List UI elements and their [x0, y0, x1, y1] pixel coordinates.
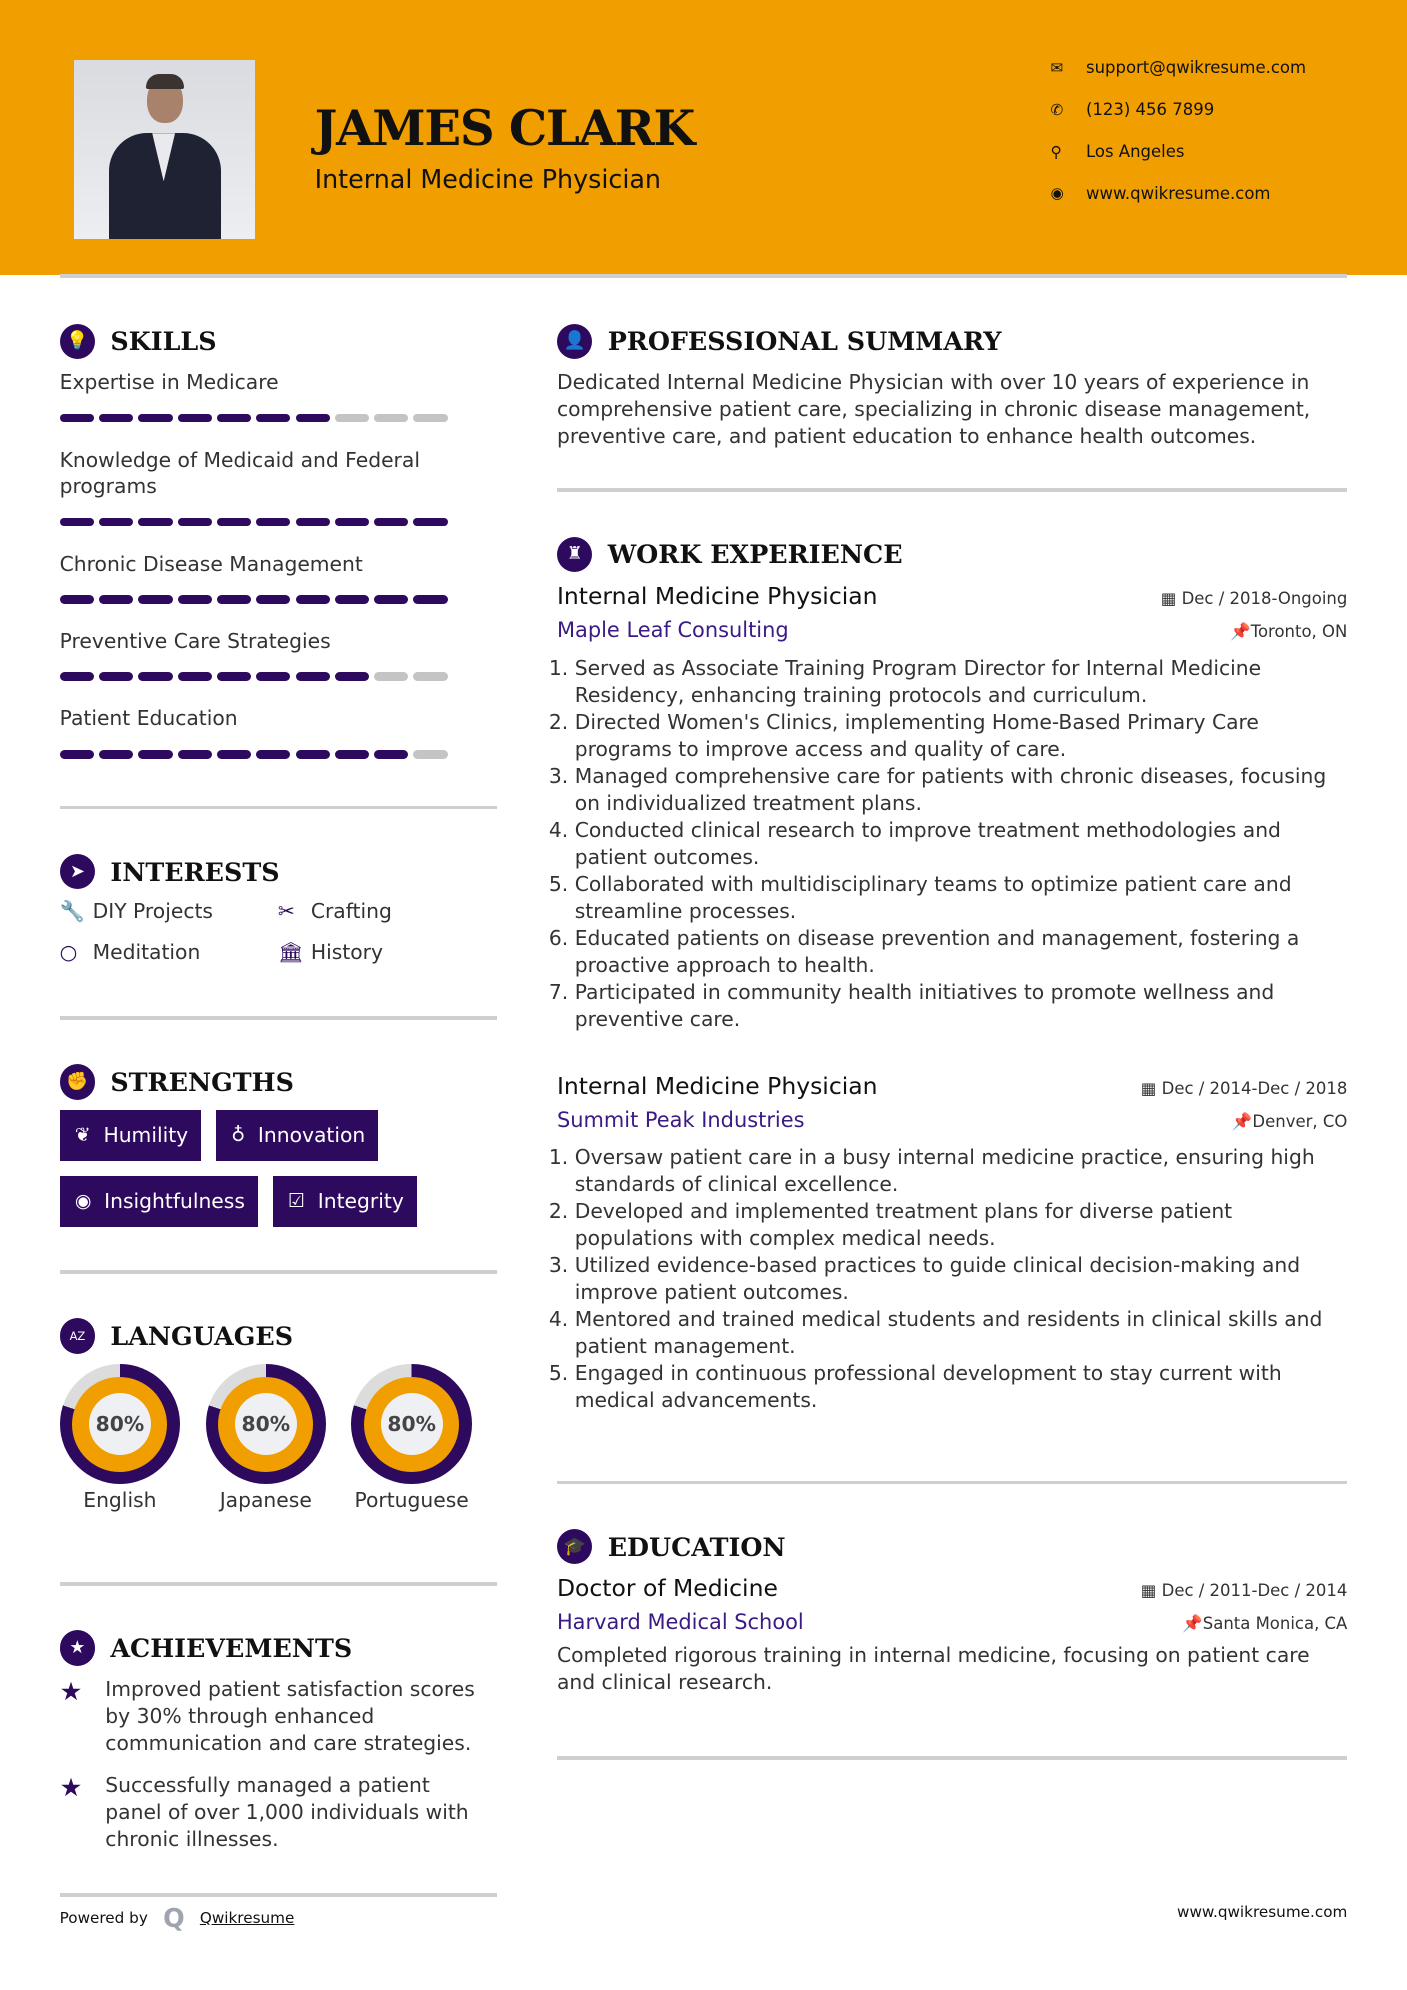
divider [60, 1582, 498, 1586]
achievement-item [60, 1772, 493, 1853]
job-dates [1161, 589, 1348, 608]
education-entry [557, 1574, 1347, 1695]
summary-section [557, 324, 1347, 451]
bullet-item: 5. Engaged in continuous professional development to stay current with medical advancements. [575, 1360, 1348, 1414]
pin-icon: 📌 [1182, 1614, 1203, 1634]
rating-dash [256, 595, 290, 604]
interest-item [60, 899, 278, 923]
rating-dash [99, 595, 133, 604]
bullet-item: 3. Managed comprehensive care for patients with chronic diseases, focusing on individualized treatment plans. [575, 763, 1348, 817]
language-label: Japanese [219, 1487, 312, 1512]
phone-icon: ✆ [1050, 100, 1064, 119]
rating-dash [296, 518, 330, 527]
divider [60, 1893, 498, 1897]
calendar-icon: ▦ [1140, 1079, 1162, 1099]
rating-dash [138, 595, 172, 604]
education-section [557, 1529, 786, 1575]
contact-phone [1050, 100, 1214, 119]
bullet-item: 2. Developed and implemented treatment plans for diverse patient populations with complex medical needs. [575, 1198, 1348, 1252]
strength-tag [273, 1176, 417, 1227]
strength-label: Insightfulness [104, 1189, 245, 1214]
brand-link[interactable]: Qwikresume [199, 1909, 295, 1928]
achievement-item [60, 1676, 493, 1757]
graduate-icon: 🎓 [557, 1529, 593, 1565]
skill-label: Knowledge of Medicaid and Federal programs [59, 447, 420, 499]
rating-dash [374, 672, 408, 681]
rating-dash [374, 414, 408, 423]
star-icon: ★ [59, 1772, 83, 1803]
envelope-icon: ✉ [1050, 58, 1064, 77]
fist-icon: ✊ [60, 1064, 96, 1100]
wrench-icon: 🔧 [59, 899, 85, 924]
rating-dash [374, 750, 408, 759]
section-heading: STRENGTHS [110, 1067, 294, 1098]
divider [557, 1756, 1347, 1760]
checkbox-icon: ☑ [288, 1190, 306, 1213]
bullet-item: 1. Oversaw patient care in a busy internal medicine practice, ensuring high standards of clinical excellence. [575, 1144, 1348, 1198]
qwikresume-logo-icon: Q [163, 1903, 185, 1934]
rating-dash [60, 518, 94, 527]
language-donut [60, 1364, 181, 1485]
circle-icon: ○ [59, 939, 78, 964]
strength-tag [60, 1176, 258, 1227]
divider [60, 1270, 498, 1274]
rating-dash [60, 750, 94, 759]
rating-dash [99, 518, 133, 527]
dates-text: Dec / 2014-Dec / 2018 [1161, 1079, 1348, 1099]
museum-icon: 🏛 [277, 939, 304, 964]
skill-rating [60, 750, 453, 759]
job-location [1230, 622, 1347, 642]
strength-tag [60, 1110, 201, 1161]
rating-dash [335, 595, 369, 604]
school-name: Harvard Medical School [556, 1610, 804, 1635]
rating-dash [217, 595, 251, 604]
rating-dash [178, 672, 212, 681]
languages-section [60, 1318, 472, 1513]
rating-dash [256, 672, 290, 681]
job-entry [557, 582, 1347, 1033]
strength-label: Innovation [257, 1123, 366, 1148]
rating-dash [178, 518, 212, 527]
interest-item [60, 940, 278, 964]
rating-dash [256, 750, 290, 759]
skill-rating [60, 595, 453, 604]
profile-photo [74, 60, 255, 239]
rating-dash [217, 518, 251, 527]
bullet-item: 1. Served as Associate Training Program Director for Internal Medicine Residency, enhancing training protocols and curriculum. [575, 655, 1348, 709]
rating-dash [296, 750, 330, 759]
section-heading: SKILLS [110, 326, 217, 357]
rating-dash [178, 750, 212, 759]
candidate-title: Internal Medicine Physician [314, 163, 662, 194]
percent-label: 80% [235, 1393, 297, 1455]
skill-item [60, 369, 453, 422]
edu-dates [1141, 1581, 1348, 1600]
strength-tag [216, 1110, 378, 1161]
skill-item [60, 447, 453, 527]
job-title: Internal Medicine Physician [556, 1072, 878, 1101]
job-entry [557, 1072, 1347, 1414]
company-name: Summit Peak Industries [556, 1107, 805, 1132]
degree: Doctor of Medicine [556, 1574, 778, 1603]
rating-dash [374, 518, 408, 527]
skill-rating [60, 672, 453, 681]
rating-dash [138, 414, 172, 423]
rating-dash [413, 672, 447, 681]
bullet-item: 4. Conducted clinical research to improve treatment methodologies and patient outcomes. [575, 817, 1348, 871]
language-label: Portuguese [354, 1487, 469, 1512]
interest-label: DIY Projects [92, 899, 213, 924]
divider [60, 274, 1348, 278]
skill-label: Preventive Care Strategies [59, 628, 331, 653]
company-name: Maple Leaf Consulting [556, 617, 789, 642]
skill-label: Expertise in Medicare [59, 370, 279, 395]
rating-dash [178, 595, 212, 604]
user-icon: 👤 [557, 324, 593, 360]
strength-label: Integrity [317, 1189, 404, 1214]
skill-item [60, 628, 453, 681]
interest-item [278, 940, 481, 964]
calendar-icon: ▦ [1160, 589, 1182, 609]
paper-plane-icon: ➤ [60, 854, 96, 890]
achievements-section [60, 1630, 493, 1868]
rating-dash [413, 414, 447, 423]
footer-website[interactable]: www.qwikresume.com [1177, 1903, 1348, 1922]
pin-icon: 📌 [1231, 1111, 1253, 1131]
rating-dash [413, 750, 447, 759]
rating-dash [178, 414, 212, 423]
skill-label: Chronic Disease Management [59, 551, 363, 576]
contact-location [1050, 142, 1184, 161]
email-link[interactable]: support@qwikresume.com [1085, 58, 1307, 78]
bullet-item: 6. Educated patients on disease prevention and management, fostering a proactive approach to health. [575, 925, 1348, 979]
skill-item [60, 551, 453, 604]
rating-dash [138, 750, 172, 759]
powered-by-text: Powered by [59, 1909, 148, 1928]
eye-icon: ◉ [74, 1190, 92, 1213]
interest-label: Crafting [310, 899, 392, 924]
rating-dash [413, 518, 447, 527]
summary-text: Dedicated Internal Medicine Physician with over 10 years of experience in comprehensive patient care, specializing in chronic disease management, preventive care, and patient education to enhance health outcomes. [556, 370, 1311, 449]
achievement-text: Successfully managed a patient panel of over 1,000 individuals with chronic illnesses. [105, 1773, 469, 1852]
rating-dash [335, 672, 369, 681]
job-title: Internal Medicine Physician [556, 582, 878, 611]
job-bullets [557, 655, 1347, 1033]
job-bullets [557, 1144, 1347, 1414]
phone-text: (123) 456 7899 [1085, 100, 1215, 120]
section-heading: EDUCATION [607, 1531, 786, 1562]
candidate-name: JAMES CLARK [314, 101, 695, 158]
rating-dash [256, 414, 290, 423]
header [0, 0, 1407, 275]
rating-dash [217, 750, 251, 759]
section-heading: ACHIEVEMENTS [110, 1633, 353, 1664]
location-text: Denver, CO [1252, 1111, 1348, 1131]
lightbulb-icon: 💡 [60, 324, 96, 360]
language-donut [206, 1364, 327, 1485]
rating-dash [138, 518, 172, 527]
language-item [351, 1364, 472, 1514]
strength-label: Humility [103, 1123, 189, 1148]
rating-dash [335, 750, 369, 759]
star-icon: ★ [59, 1675, 83, 1706]
dates-text: Dec / 2018-Ongoing [1181, 589, 1348, 609]
skill-label: Patient Education [59, 706, 238, 731]
interests-section [60, 854, 481, 964]
location-text: Santa Monica, CA [1202, 1614, 1348, 1634]
divider [557, 488, 1347, 492]
language-donut [351, 1364, 472, 1485]
divider [60, 806, 498, 810]
skill-item [60, 705, 453, 758]
bullet-item: 2. Directed Women's Clinics, implementing Home-Based Primary Care programs to improve access and quality of care. [575, 709, 1348, 763]
rating-dash [99, 672, 133, 681]
website-link[interactable]: www.qwikresume.com [1085, 183, 1271, 203]
rating-dash [374, 595, 408, 604]
rating-dash [413, 595, 447, 604]
rating-dash [99, 414, 133, 423]
rating-dash [256, 518, 290, 527]
job-location [1232, 1112, 1347, 1132]
job-dates [1141, 1079, 1348, 1098]
location-text: Toronto, ON [1250, 621, 1348, 641]
rating-dash [296, 595, 330, 604]
rating-dash [335, 518, 369, 527]
interest-label: Meditation [92, 939, 201, 964]
percent-label: 80% [381, 1393, 443, 1455]
lightbulb-icon: ♁ [231, 1124, 246, 1147]
bullet-item: 4. Mentored and trained medical students and residents in clinical skills and patient management. [575, 1306, 1348, 1360]
contact-website [1050, 184, 1270, 203]
map-pin-icon: ⚲ [1050, 142, 1062, 161]
interest-item [278, 899, 481, 923]
skills-section [60, 324, 453, 783]
divider [557, 1481, 1347, 1485]
rating-dash [60, 595, 94, 604]
leaf-icon: ❦ [74, 1124, 91, 1147]
translate-icon: AZ [60, 1318, 96, 1354]
strengths-section [60, 1064, 466, 1226]
footer-powered [60, 1903, 295, 1933]
bullet-item: 7. Participated in community health initiatives to promote wellness and preventive care. [575, 979, 1348, 1033]
globe-icon: ◉ [1050, 184, 1064, 203]
skill-rating [60, 518, 453, 527]
section-heading: INTERESTS [110, 856, 280, 887]
percent-label: 80% [89, 1393, 151, 1455]
interest-label: History [310, 939, 383, 964]
rating-dash [296, 672, 330, 681]
scissors-icon: ✂ [277, 899, 295, 924]
location-text: Los Angeles [1085, 142, 1185, 162]
rating-dash [60, 414, 94, 423]
section-heading: LANGUAGES [110, 1320, 294, 1351]
skill-rating [60, 414, 453, 423]
bullet-item: 3. Utilized evidence-based practices to guide clinical decision-making and improve patient outcomes. [575, 1252, 1348, 1306]
rating-dash [217, 672, 251, 681]
edu-location [1182, 1614, 1347, 1634]
rating-dash [217, 414, 251, 423]
rating-dash [335, 414, 369, 423]
pin-icon: 📌 [1230, 621, 1251, 641]
work-section [557, 537, 903, 583]
section-heading: PROFESSIONAL SUMMARY [607, 326, 1002, 357]
calendar-icon: ▦ [1140, 1581, 1162, 1601]
contact-email [1050, 58, 1306, 77]
achievement-text: Improved patient satisfaction scores by 30% through enhanced communication and care strategies. [105, 1676, 475, 1755]
divider [60, 1016, 498, 1020]
education-text: Completed rigorous training in internal medicine, focusing on patient care and clinical research. [556, 1642, 1310, 1694]
language-label: English [83, 1487, 157, 1512]
dates-text: Dec / 2011-Dec / 2014 [1161, 1581, 1348, 1601]
office-chair-icon: ♜ [557, 537, 593, 573]
rating-dash [138, 672, 172, 681]
rating-dash [99, 750, 133, 759]
rating-dash [296, 414, 330, 423]
star-badge-icon: ★ [60, 1630, 96, 1666]
language-item [206, 1364, 327, 1514]
rating-dash [60, 672, 94, 681]
language-item [60, 1364, 181, 1514]
bullet-item: 5. Collaborated with multidisciplinary teams to optimize patient care and streamline processes. [575, 871, 1348, 925]
section-heading: WORK EXPERIENCE [607, 539, 903, 570]
